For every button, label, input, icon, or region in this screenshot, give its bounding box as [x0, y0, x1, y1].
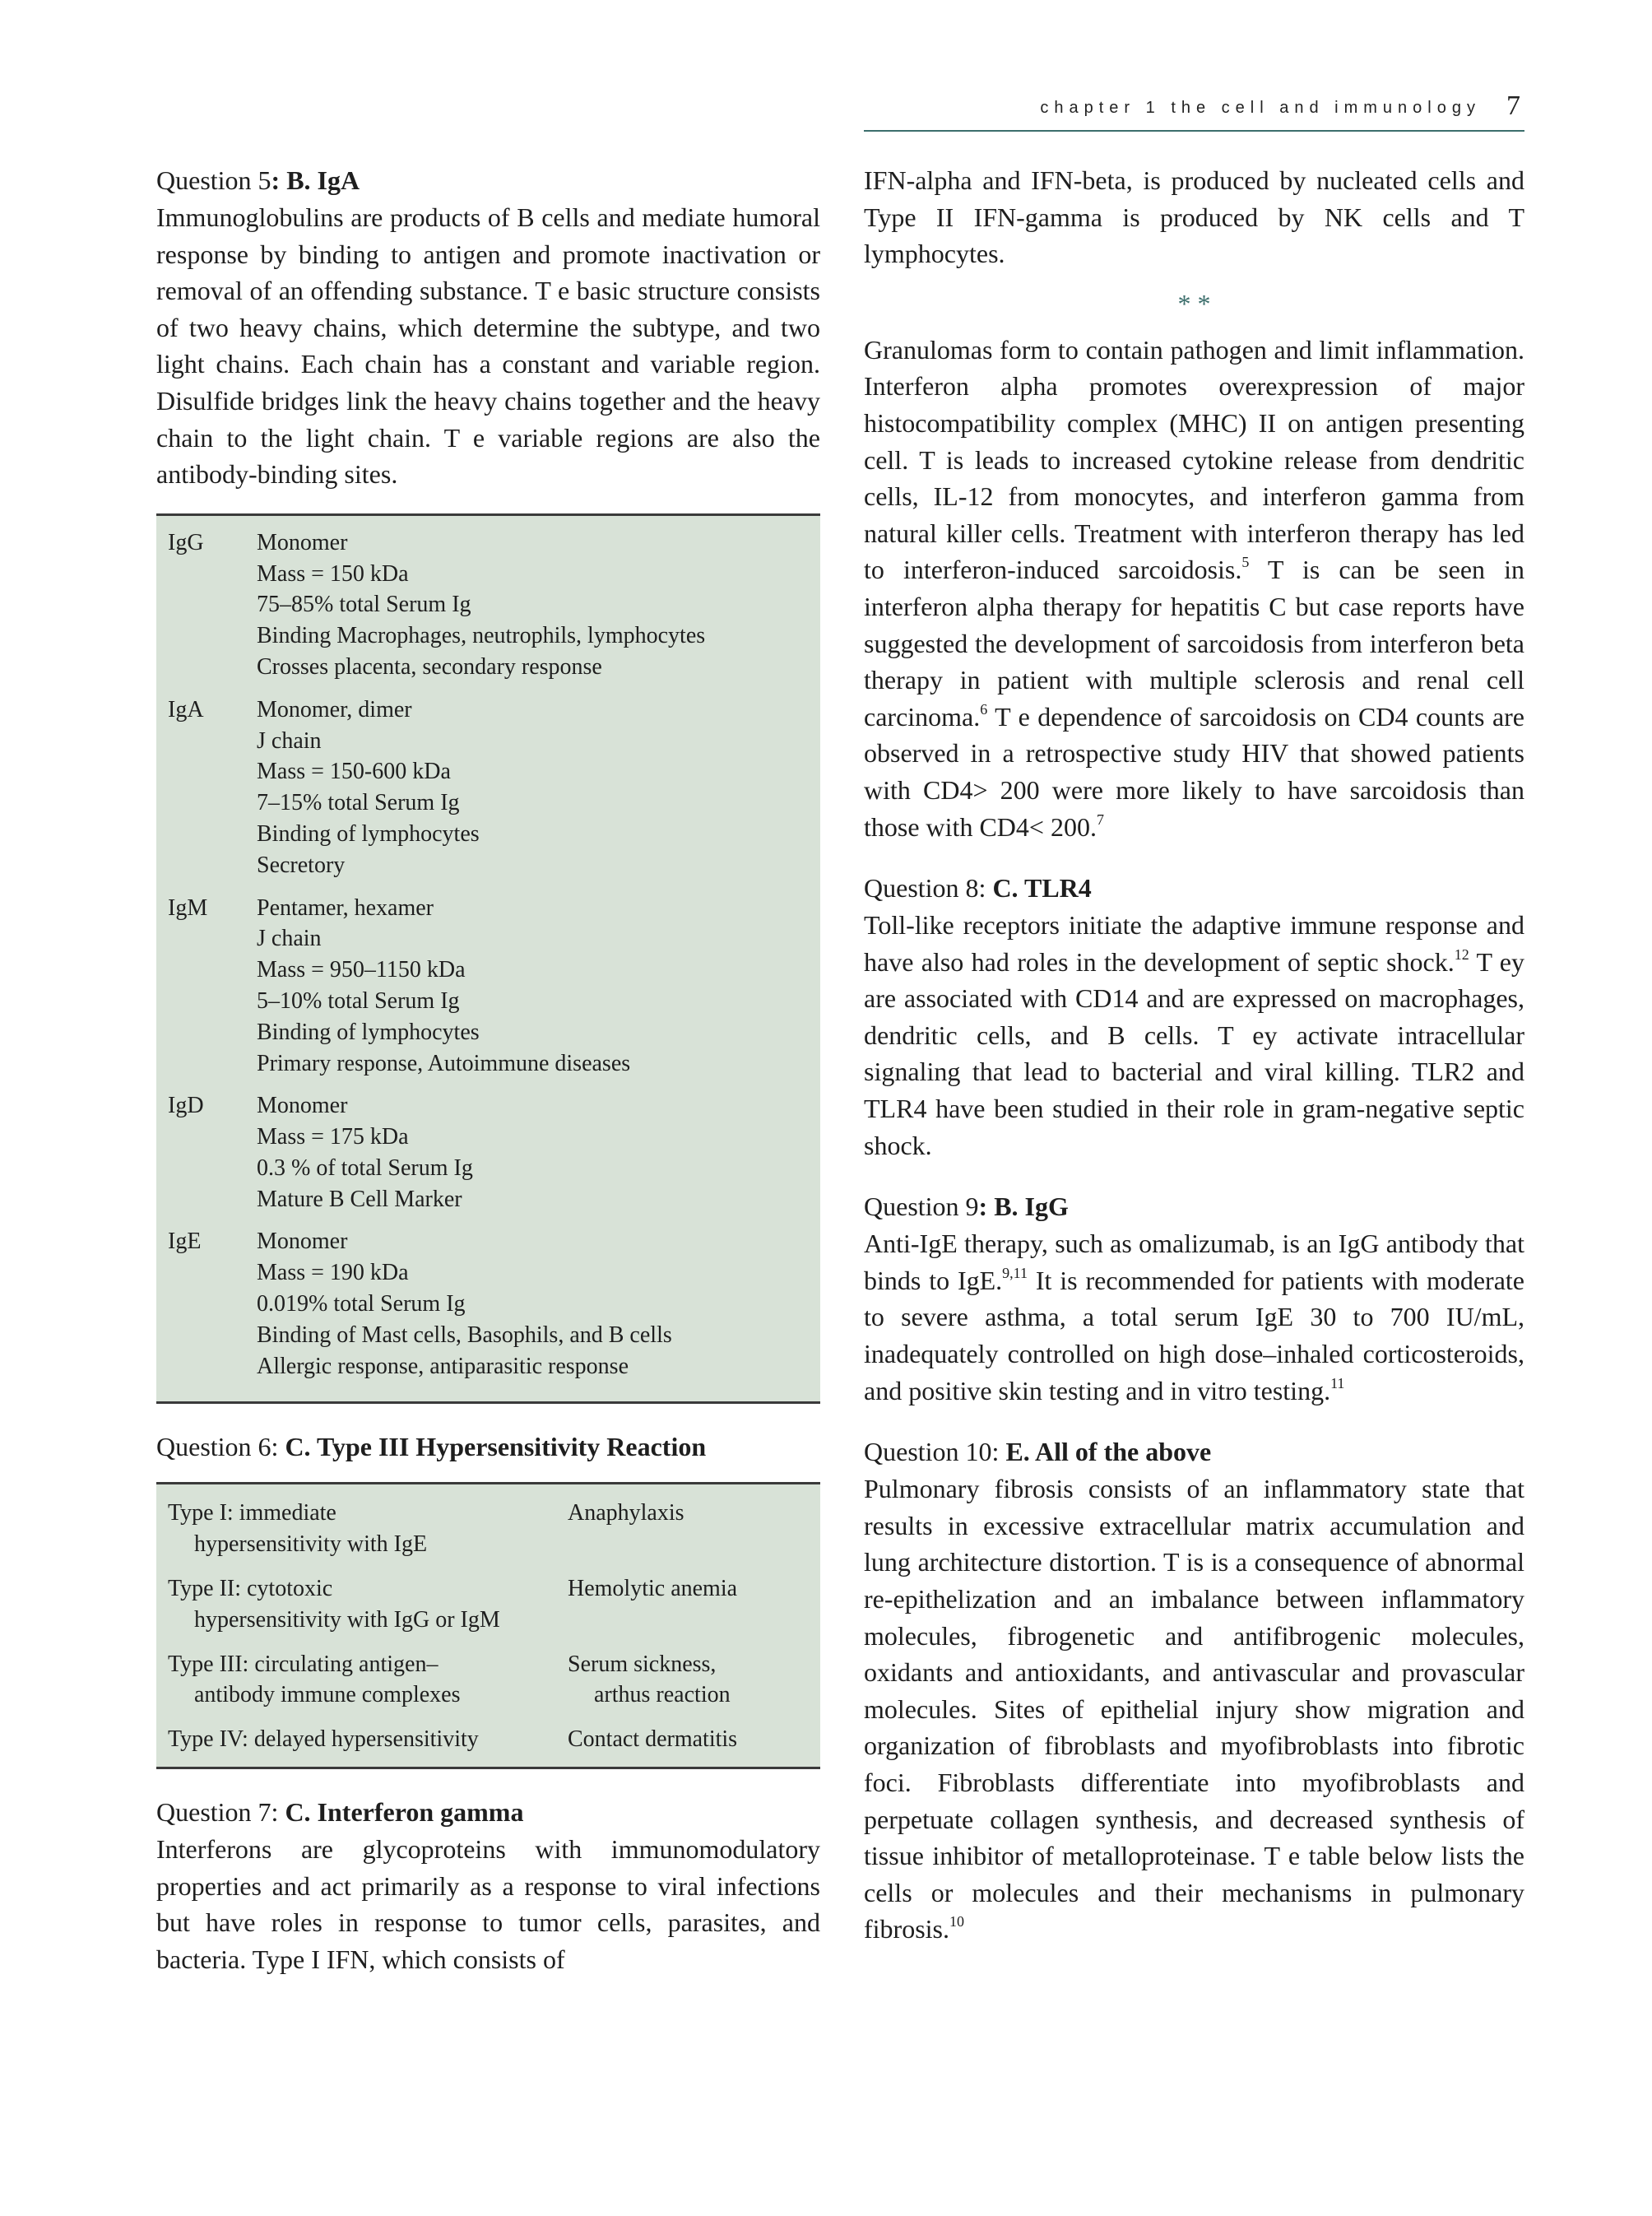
- ig-property: 75–85% total Serum Ig: [257, 592, 471, 618]
- citation: 7: [1096, 811, 1104, 828]
- citation: 10: [949, 1913, 964, 1930]
- ig-property: Mass = 950–1150 kDa: [257, 957, 466, 983]
- question-8-body: Toll-like receptors initiate the adaptive immune response and have also had roles in the development of septic shock.$^{12}$ T ey are associated with CD14 and are expressed on macrophages, dendritic cells, and B cells. T ey activate intracellular signaling that lead to bacterial and viral killing. TLR2 and TLR4 have been studied in their role in gram-negative septic shock.: [864, 910, 1525, 1160]
- immunoglobulin-table: [156, 513, 820, 1405]
- ig-property: Pentamer, hexamer: [257, 894, 434, 921]
- hypersensitivity-row: [156, 1649, 820, 1712]
- ig-property: Mass = 175 kDa: [257, 1124, 409, 1150]
- question-8-heading: Question 8: C. TLR4: [864, 873, 1092, 904]
- ig-property: Binding of Mast cells, Basophils, and B cells: [257, 1322, 672, 1348]
- question-9-heading: Question 9: B. IgG: [864, 1192, 1069, 1222]
- ig-property: 7–15% total Serum Ig: [257, 790, 460, 816]
- hypersensitivity-example: Hemolytic anemia: [568, 1576, 738, 1602]
- hypersensitivity-example: arthus reaction: [594, 1682, 731, 1708]
- hypersensitivity-type: hypersensitivity with IgE: [194, 1531, 428, 1558]
- question-10-heading: Question 10: E. All of the above: [864, 1437, 1212, 1467]
- granuloma-paragraph: Granulomas form to contain pathogen and limit inflammation. Interferon alpha promotes overexpression of major histocompatibility complex (MHC) II on antigen presenting cell. T is leads to increased cytokine release from dendritic cells, IL-12 from monocytes, and interferon gamma from natural killer cells. Treatment with interferon therapy has led to interferon-induced sarcoidosis.$^5$ T is can be seen in interferon alpha therapy for hepatitis C but case reports have suggested the development of sarcoidosis from interferon beta therapy in patient with multiple sclerosis and renal cell carcinoma.$^6$ T e dependence of sarcoidosis on CD4 counts are observed in a retrospective study HIV that showed patients with CD4> 200 were more likely to have sarcoidosis than those with CD4< 200.$^7$: [864, 334, 1525, 842]
- hypersensitivity-example: Anaphylaxis: [568, 1500, 684, 1526]
- ig-property: Monomer: [257, 529, 348, 555]
- ig-table-row: [156, 1226, 820, 1382]
- citation: 12: [1454, 945, 1469, 963]
- ig-property: Mature B Cell Marker: [257, 1186, 462, 1212]
- ig-property: Binding of lymphocytes: [257, 820, 480, 847]
- question-5-body: Immunoglobulins are products of B cells and mediate humoral response by binding to antigen and promote inactivation or removal of an offending substance. T e basic structure consists of two heavy chains, which determine the subtype, and two light chains. Each chain has a constant and variable region. Disulfide bridges link the heavy chains together and the heavy chain to the light chain. T e variable regions are also the antibody-binding sites.: [156, 202, 820, 490]
- hypersensitivity-type: Type IV: delayed hypersensitivity: [168, 1726, 479, 1753]
- ig-class-name: IgG: [168, 529, 204, 555]
- ig-class-name: IgE: [168, 1229, 202, 1255]
- left-column: [156, 162, 820, 1977]
- ig-property: 5–10% total Serum Ig: [257, 987, 460, 1014]
- question-9-body: Anti-IgE therapy, such as omalizumab, is an IgG antibody that binds to IgE.$^{9,11}$ It is recommended for patients with moderate to severe asthma, a total serum IgE 30 to 700 IU/mL, inadequately controlled on high dose–inhaled corticosteroids, and positive skin testing and in vitro testing.$^{11}$: [864, 1229, 1525, 1405]
- header-rule: [864, 130, 1524, 132]
- hypersensitivity-type: Type III: circulating antigen–: [168, 1651, 439, 1677]
- citation: 9,11: [1002, 1264, 1028, 1281]
- ig-property: Crosses placenta, secondary response: [257, 653, 602, 680]
- ig-property: 0.019% total Serum Ig: [257, 1291, 466, 1317]
- hypersensitivity-type: antibody immune complexes: [194, 1682, 461, 1708]
- question-10-body: Pulmonary fibrosis consists of an inflammatory state that results in excessive extracellular matrix accumulation and lung architecture distortion. T is is a consequence of abnormal re-epithelization and an imbalance between inflammatory molecules, fibrogenetic and antifibrogenic molecules, oxidants and antioxidants, and antivascular and provascular molecules. Sites of epithelial injury show migration and organization of fibroblasts and myofibroblasts into fibrotic foci. Fibroblasts differentiate into myofibroblasts and perpetuate collagen synthesis, and decreased synthesis of tissue inhibitor of metalloproteinase. T e table below lists the cells or molecules and their mechanisms in pulmonary fibrosis.$^{10}$: [864, 1474, 1524, 1944]
- ig-property: Allergic response, antiparasitic response: [257, 1353, 629, 1379]
- hypersensitivity-type: Type II: cytotoxic: [168, 1576, 333, 1602]
- question-7-heading: Question 7: C. Interferon gamma: [156, 1797, 524, 1828]
- page-number: 7: [1506, 91, 1520, 121]
- ig-property: Mass = 150-600 kDa: [257, 759, 451, 785]
- question-5-heading: Question 5: B. IgA: [156, 165, 360, 195]
- ig-table-row: [156, 893, 820, 1080]
- hypersensitivity-row: [156, 1724, 820, 1755]
- hypersensitivity-type: hypersensitivity with IgG or IgM: [194, 1606, 500, 1633]
- ig-property: J chain: [257, 926, 322, 952]
- right-column: [864, 162, 1524, 1948]
- question-7-body: Interferons are glycoproteins with immunomodulatory properties and act primarily as a response to viral infections but have roles in response to tumor cells, parasites, and bacteria. Type I IFN, which consists of: [156, 1834, 820, 1974]
- ig-class-name: IgA: [168, 696, 204, 722]
- question-6-heading: Question 6: C. Type III Hypersensitivity Reaction: [156, 1432, 707, 1462]
- citation: 11: [1330, 1374, 1345, 1391]
- ig-property: Monomer: [257, 1093, 348, 1119]
- hypersensitivity-example: Serum sickness,: [568, 1651, 717, 1677]
- hypersensitivity-row: [156, 1498, 820, 1560]
- ig-table-row: [156, 695, 820, 881]
- ig-property: 0.3 % of total Serum Ig: [257, 1154, 473, 1181]
- ig-table-row: [156, 1090, 820, 1215]
- running-header: chapter 1 the cell and immunology: [1040, 99, 1481, 117]
- ig-property: Primary response, Autoimmune diseases: [257, 1050, 631, 1076]
- ig-table-row: [156, 527, 820, 683]
- hypersensitivity-example: Contact dermatitis: [568, 1726, 738, 1753]
- hypersensitivity-table: [156, 1482, 820, 1769]
- hypersensitivity-type: Type I: immediate: [168, 1500, 336, 1526]
- citation: 6: [980, 700, 988, 718]
- hypersensitivity-row: [156, 1573, 820, 1636]
- ig-property: J chain: [257, 727, 322, 754]
- citation: 5: [1241, 554, 1250, 571]
- ig-property: Binding of lymphocytes: [257, 1019, 480, 1045]
- ig-property: Binding Macrophages, neutrophils, lymphocytes: [257, 623, 706, 649]
- ig-class-name: IgD: [168, 1093, 204, 1119]
- ig-property: Monomer, dimer: [257, 696, 412, 722]
- section-separator: * *: [1177, 288, 1211, 318]
- ig-property: Mass = 190 kDa: [257, 1260, 409, 1286]
- ig-property: Monomer: [257, 1229, 348, 1255]
- ig-property: Secretory: [257, 852, 346, 878]
- ig-class-name: IgM: [168, 894, 208, 921]
- ig-property: Mass = 150 kDa: [257, 560, 409, 587]
- question-7-continuation: IFN-alpha and IFN-beta, is produced by nucleated cells and Type II IFN-gamma is produced by NK cells and T lymphocytes.: [864, 165, 1524, 269]
